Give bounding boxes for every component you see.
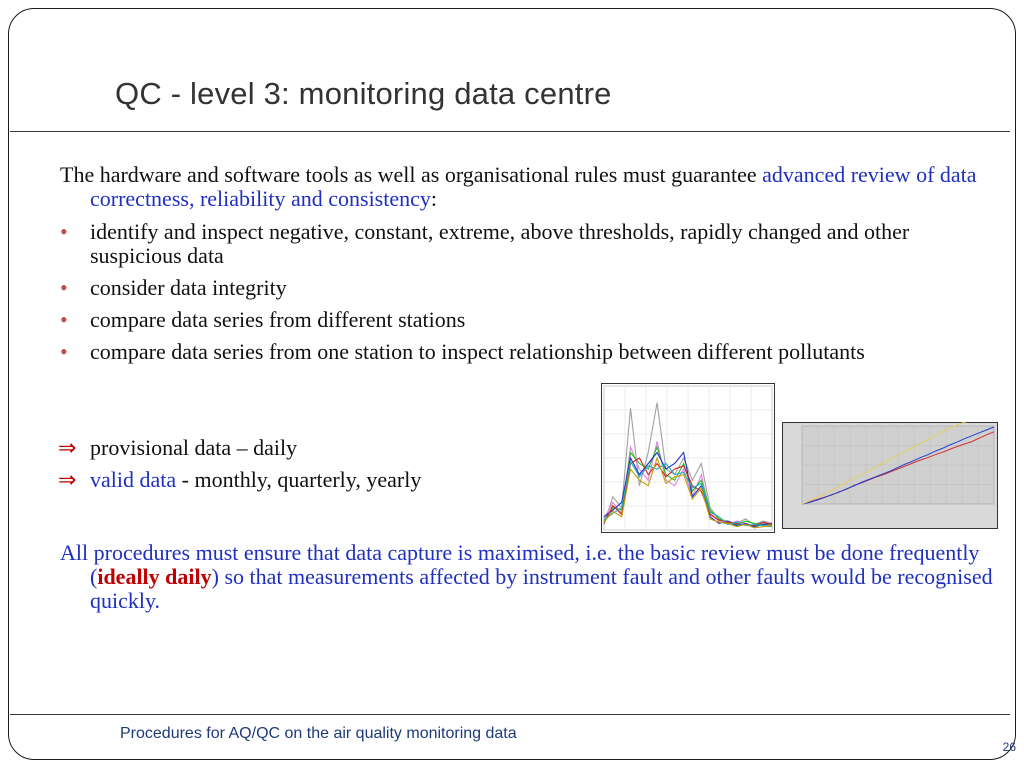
intro-end: : [430, 186, 438, 211]
implies-arrow-icon: ⇒ [58, 467, 77, 492]
slide-footer: Procedures for AQ/QC on the air quality monitoring data [120, 725, 517, 742]
conclusion-part-2: ) so that measurements affected by instrument fault and other faults would be recognised quickly. [90, 564, 993, 613]
intro-text: The hardware and software tools as well as organisational rules must guarantee [60, 162, 763, 187]
bullet-item-1: identify and inspect negative, constant, extreme, above thresholds, rapidly changed and other suspicious data [90, 219, 910, 268]
conclusion-emphasis: ideally daily [97, 564, 212, 589]
bullet-marker-2: • [60, 275, 68, 300]
slide-title: QC - level 3: monitoring data centre [115, 76, 612, 111]
footer-divider [10, 714, 1010, 715]
implication-2-highlight: valid data [90, 467, 177, 492]
implication-item-2 [90, 468, 590, 492]
conclusion-part-1: All procedures must ensure that data capture is maximised, i.e. the basic review must be done frequently ( [60, 540, 980, 589]
cumulative-series-chart [782, 422, 998, 529]
bullet-item-4: compare data series from one station to inspect relationship between different pollutants [90, 339, 865, 364]
bullet-item-2: consider data integrity [90, 275, 287, 300]
implication-1-text: provisional data – daily [90, 435, 298, 460]
bullet-marker-3: • [60, 307, 68, 332]
implication-item-1 [90, 436, 590, 460]
intro-highlight: advanced review of data correctness, reliability and consistency [90, 162, 977, 211]
bullet-marker-4: • [60, 339, 68, 364]
page-number: 26 [1002, 740, 1016, 754]
conclusion-paragraph [60, 541, 1010, 613]
implies-arrow-icon: ⇒ [58, 435, 77, 460]
slide-frame [8, 8, 1016, 760]
implication-2-text: - monthly, quarterly, yearly [176, 467, 422, 492]
intro-paragraph [60, 163, 1010, 211]
pollutant-series-chart [601, 383, 775, 533]
bullet-marker-1: • [60, 219, 68, 244]
bullet-item-3: compare data series from different stations [90, 307, 466, 332]
title-divider [10, 131, 1010, 132]
